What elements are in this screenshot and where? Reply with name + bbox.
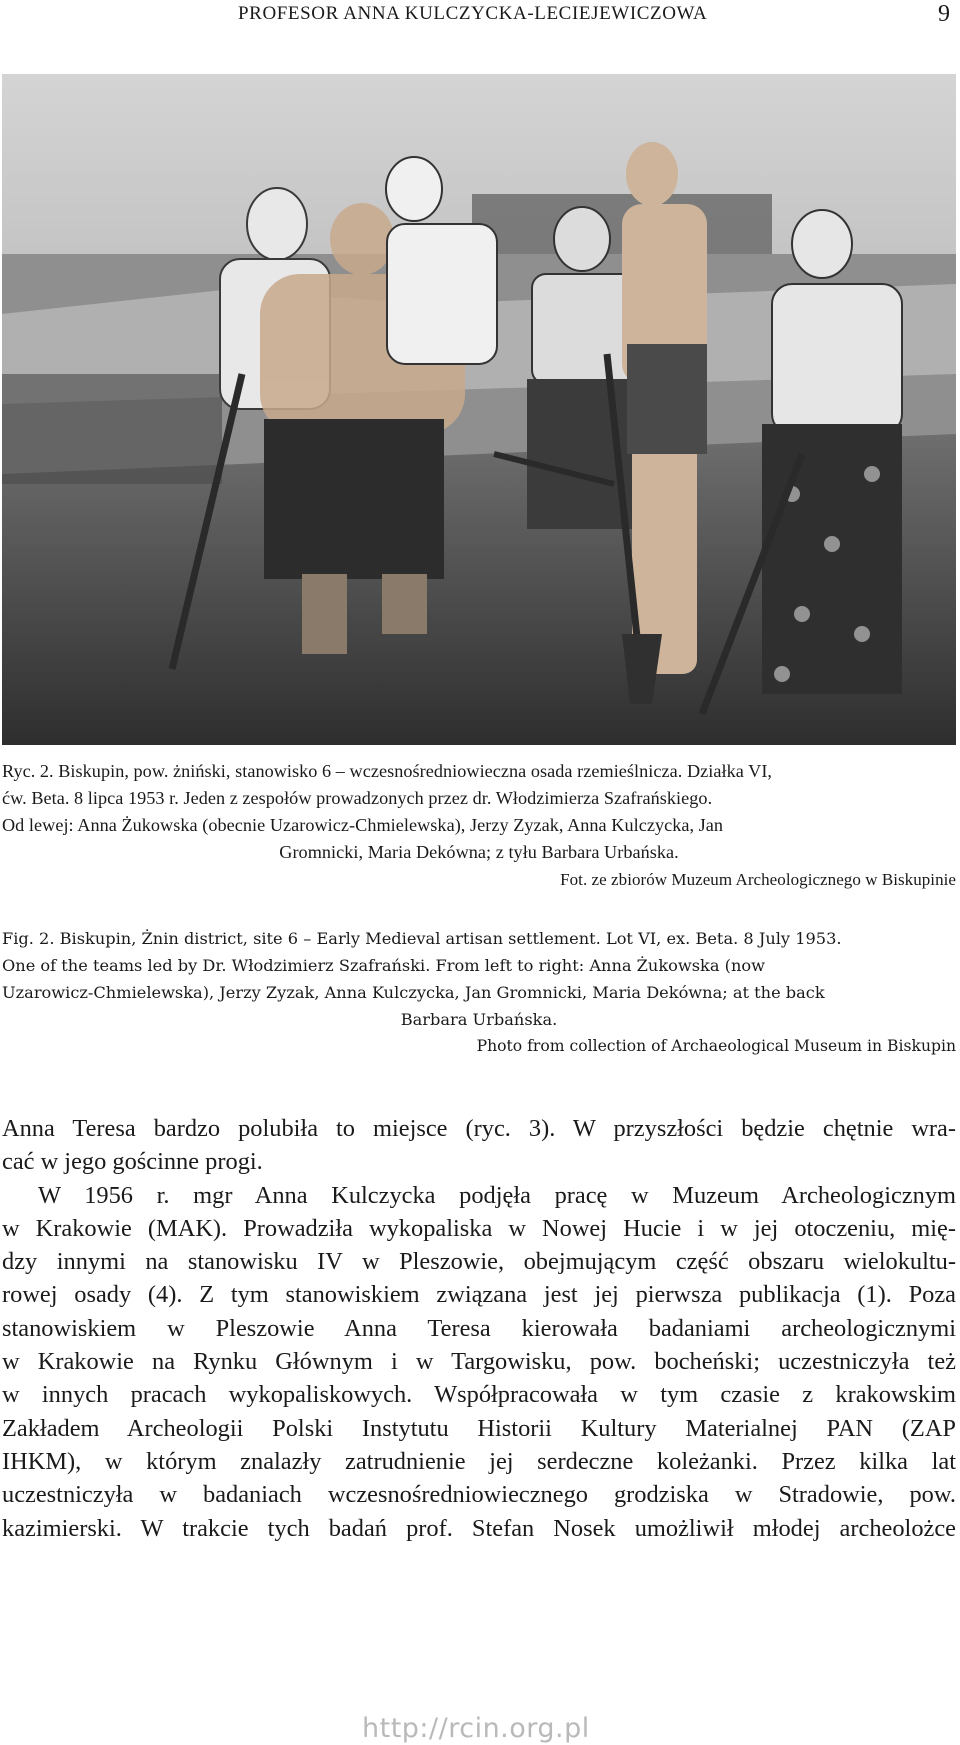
running-head [0, 3, 960, 33]
caption-english [2, 925, 956, 1060]
page-number: 9 [938, 1, 950, 27]
caption-polish [2, 758, 956, 893]
body-line: dzy innymi na stanowisku IV w Pleszowie, obejmującym część obszaru wielokultu- [2, 1248, 956, 1276]
body-line: Anna Teresa bardzo polubiła to miejsce (ryc. 3). W przyszłości będzie chętnie wra- [2, 1115, 956, 1142]
photo-credit-polish: Fot. ze zbiorów Muzeum Archeologicznego w Biskupinie [560, 870, 956, 889]
body-line: stanowiskiem w Pleszowie Anna Teresa kierowała badaniami archeologicznymi [2, 1314, 956, 1342]
running-title: PROFESOR ANNA KULCZYCKA-LECIEJEWICZOWA [238, 3, 708, 24]
body-line: w Krakowie na Rynku Głównym i w Targowisku, pow. bocheński; uczestniczyła też [2, 1348, 956, 1376]
body-line: kazimierski. W trakcie tych badań prof. Stefan Nosek umożliwił młodej archeolożce [2, 1514, 956, 1542]
caption-line: Uzarowicz-Chmielewska), Jerzy Zyzak, Anna Kulczycka, Jan Gromnicki, Maria Dekówna; at the back [2, 983, 825, 1002]
body-line: uczestniczyła w badaniach wczesnośredniowiecznego grodziska w Stradowie, pow. [2, 1481, 956, 1509]
caption-line: Fig. 2. Biskupin, Żnin district, site 6 – Early Medieval artisan settlement. Lot VI, ex. Beta. 8 July 1953. [2, 929, 842, 948]
caption-line: One of the teams led by Dr. Włodzimierz Szafrański. From left to right: Anna Żukowska (now [2, 956, 766, 975]
caption-line: Ryc. 2. Biskupin, pow. żniński, stanowisko 6 – wczesnośredniowieczna osada rzemieślnicza. Działka VI, [2, 761, 773, 781]
excavation-photo [2, 74, 956, 745]
body-line: w Krakowie (MAK). Prowadziła wykopaliska w Nowej Hucie i w jej otoczeniu, mię- [2, 1214, 956, 1242]
caption-line: ćw. Beta. 8 lipca 1953 r. Jeden z zespołów prowadzonych przez dr. Włodzimierza Szafrańskiego. [2, 788, 713, 808]
caption-line: Barbara Urbańska. [400, 1010, 558, 1029]
body-line: cać w jego gościnne progi. [2, 1148, 263, 1176]
body-line: rowej osady (4). Z tym stanowiskiem związana jest jej pierwsza publikacja (1). Poza [2, 1281, 956, 1309]
photo-credit-english: Photo from collection of Archaeological Museum in Biskupin [476, 1037, 956, 1055]
body-line: w innych pracach wykopaliskowych. Współpracowała w tym czasie z krakowskim [2, 1381, 956, 1409]
footer-url[interactable]: http://rcin.org.pl [362, 1713, 590, 1744]
caption-line: Od lewej: Anna Żukowska (obecnie Uzarowicz-Chmielewska), Jerzy Zyzak, Anna Kulczycka, Jan [2, 815, 724, 835]
caption-line: Gromnicki, Maria Dekówna; z tyłu Barbara Urbańska. [279, 842, 679, 862]
photograph-excavation-team-icon [2, 74, 956, 745]
body-text [2, 1112, 956, 1545]
body-line: Zakładem Archeologii Polski Instytutu Historii Kultury Materialnej PAN (ZAP [2, 1414, 956, 1442]
body-line: W 1956 r. mgr Anna Kulczycka podjęła pracę w Muzeum Archeologicznym [38, 1181, 956, 1209]
body-line: IHKM), w którym znalazły zatrudnienie jej serdeczne koleżanki. Przez kilka lat [2, 1447, 956, 1475]
